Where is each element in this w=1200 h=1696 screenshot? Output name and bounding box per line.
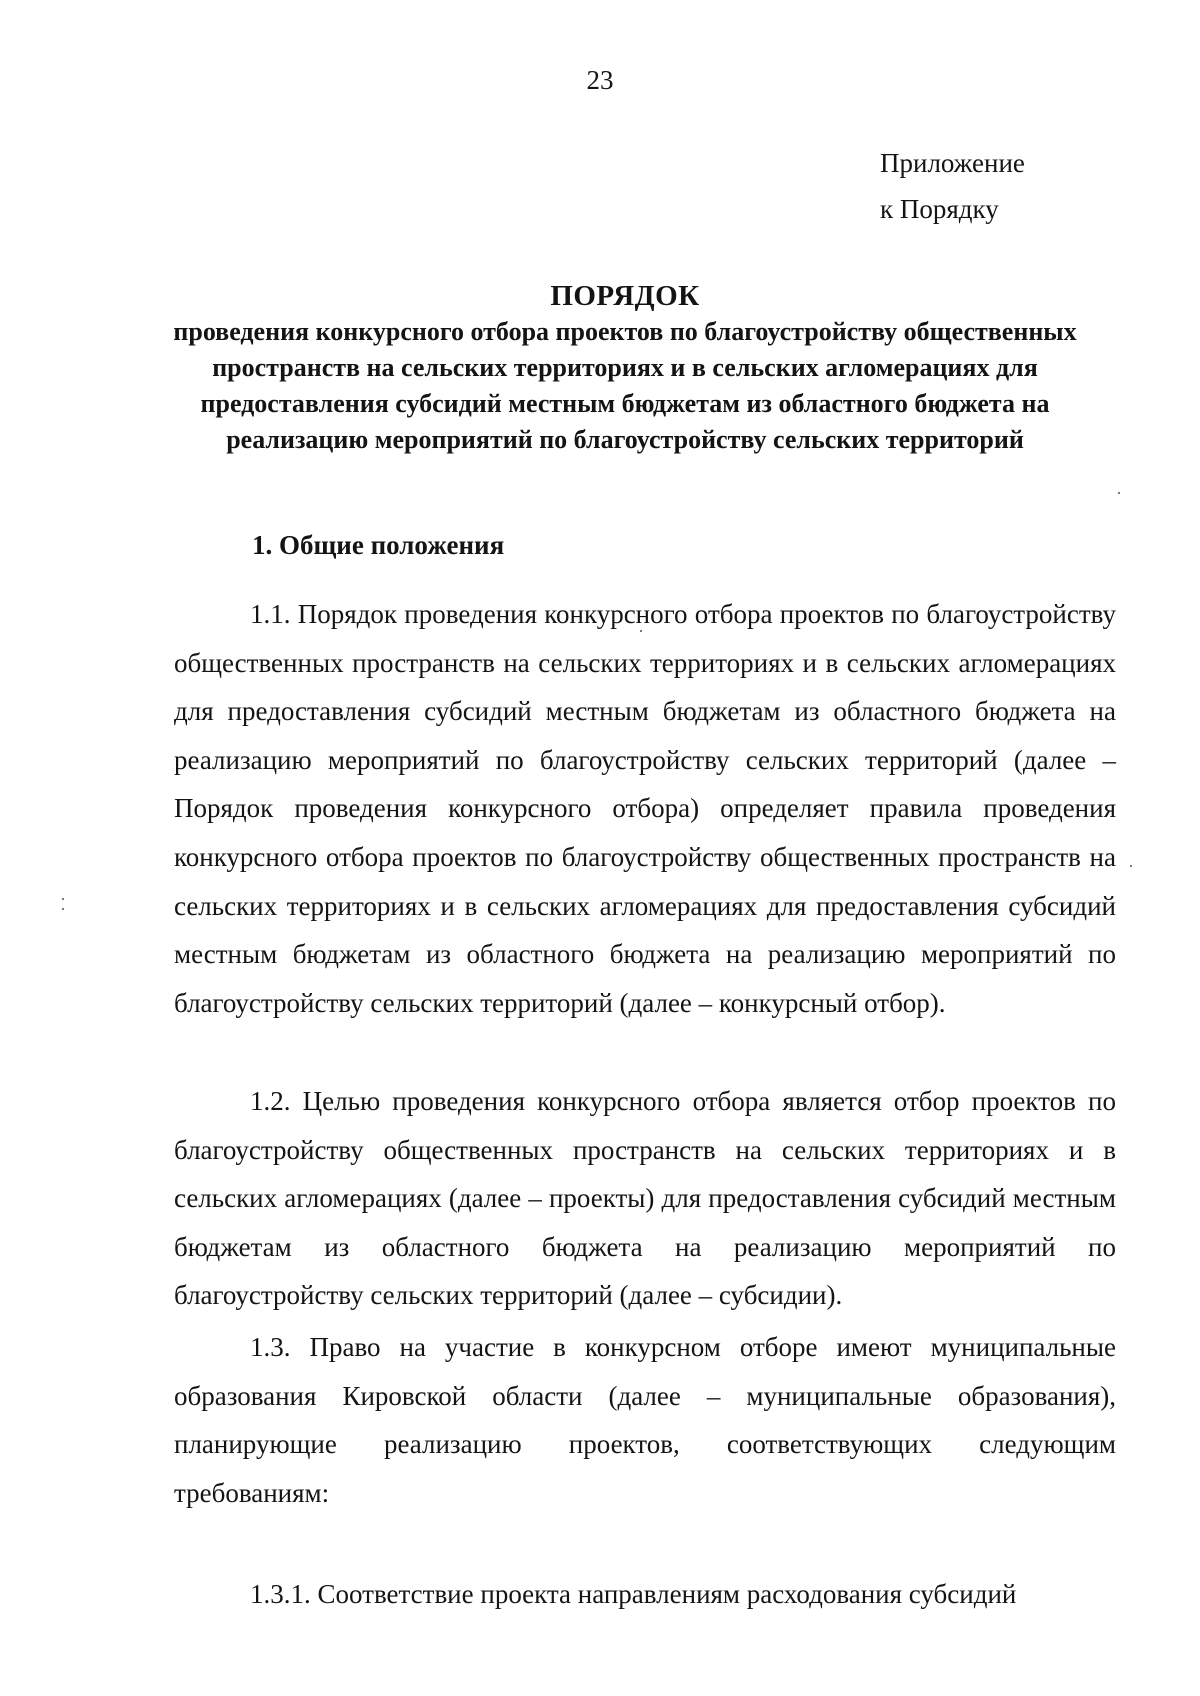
- document-title-block: [170, 278, 1080, 458]
- appendix-line-2: к Порядку: [880, 194, 999, 224]
- paragraph-1-1: 1.1. Порядок проведения конкурсного отбора проектов по благоустройству общественных пространств на сельских территориях и в сельских агломерациях для предоставления субсидий местным бюджетам из областного бюджета на реализацию мероприятий по благоустройству сельских территорий (далее – Порядок проведения конкурсного отбора) определяет правила проведения конкурсного отбора проектов по благоустройству общественных пространств на сельских территориях и в сельских агломерациях для предоставления субсидий местным бюджетам из областного бюджета на реализацию мероприятий по благоустройству сельских территорий (далее – конкурсный отбор).: [174, 599, 1116, 1018]
- document-subtitle: проведения конкурсного отбора проектов по благоустройству общественных пространств на сельских территориях и в сельских агломерациях для предоставления субсидий местным бюджетам из областного бюджета на реализацию мероприятий по благоустройству сельских территорий: [173, 317, 1077, 454]
- scan-artifact: [62, 908, 64, 910]
- paragraph-1-3-1: 1.3.1. Соответствие проекта направлениям расходования субсидий: [250, 1579, 1017, 1609]
- paragraph-1-2-block: [174, 1077, 1116, 1320]
- scan-artifact: [1118, 492, 1120, 494]
- paragraph-1-1-block: [174, 590, 1116, 1027]
- page-number: 23: [586, 65, 614, 95]
- scan-artifact: [62, 898, 64, 900]
- scan-artifact: [1130, 865, 1132, 867]
- section-heading: 1. Общие положения: [252, 530, 505, 560]
- paragraph-1-3-1-block: [174, 1570, 1116, 1619]
- appendix-line-1: Приложение: [880, 148, 1025, 178]
- scan-artifact: [640, 630, 642, 632]
- document-title: ПОРЯДОК: [550, 280, 700, 312]
- paragraph-1-3: 1.3. Право на участие в конкурсном отборе имеют муниципальные образования Кировской области (далее – муниципальные образования), планирующие реализацию проектов, соответствующих следующим требованиям:: [174, 1332, 1116, 1508]
- appendix-note: [880, 140, 1025, 232]
- paragraph-1-2: 1.2. Целью проведения конкурсного отбора является отбор проектов по благоустройству общественных пространств на сельских территориях и в сельских агломерациях (далее – проекты) для предоставления субсидий местным бюджетам из областного бюджета на реализацию мероприятий по благоустройству сельских территорий (далее – субсидии).: [174, 1086, 1116, 1311]
- paragraph-1-3-block: [174, 1323, 1116, 1517]
